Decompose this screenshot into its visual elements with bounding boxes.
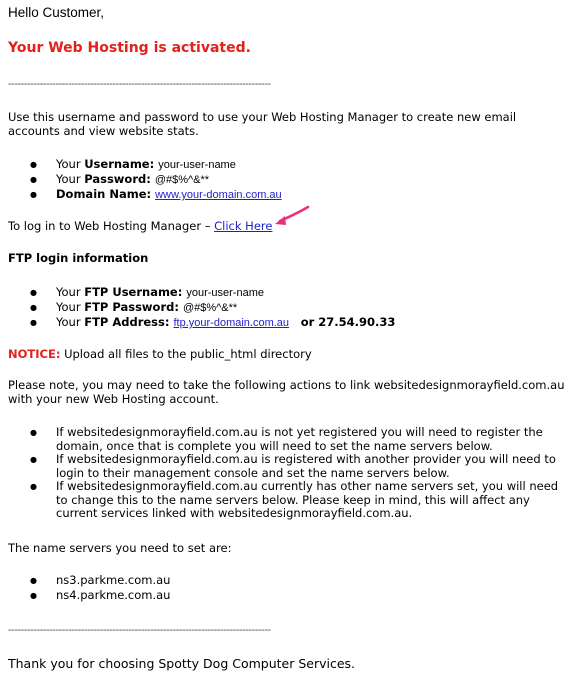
notice-text: Upload all files to the public_html directory: [60, 347, 312, 361]
ftp-password-prefix: Your: [56, 300, 85, 314]
thanks-text: Thank you for choosing Spotty Dog Computer Services.: [8, 656, 356, 671]
list-item: [0, 315, 395, 330]
ftp-address-label: FTP Address:: [84, 315, 170, 329]
intro-text: Use this username and password to use your Web Hosting Manager to create new email accounts and view website stats.: [8, 110, 517, 138]
greeting: Hello Customer,: [8, 5, 105, 20]
list-item: [0, 172, 282, 187]
list-item: ● If websitedesignmorayfield.com.au is registered with another provider you will need to login to their management console and set the name servers below.: [0, 453, 573, 480]
domain-name-link[interactable]: www.your-domain.com.au: [155, 189, 282, 201]
username-label: Username:: [84, 157, 155, 171]
divider-top: -----------------------------------------------------------------------------------: [8, 78, 271, 90]
nameservers-list: [0, 573, 170, 603]
notice-label: NOTICE:: [8, 347, 61, 361]
login-line: [8, 219, 272, 233]
list-item: [0, 157, 282, 172]
ftp-password-label: FTP Password:: [84, 300, 179, 314]
list-item: ● ns3.parkme.com.au: [0, 573, 170, 588]
ftp-username-label: FTP Username:: [84, 285, 183, 299]
ftp-password-value: @#$%^&**: [182, 302, 238, 314]
password-value: @#$%^&**: [154, 174, 210, 186]
click-here-link[interactable]: Click Here: [214, 219, 273, 233]
nameservers-heading: The name servers you need to set are:: [8, 541, 232, 555]
list-item: [0, 285, 395, 300]
divider-bottom: -----------------------------------------------------------------------------------: [8, 624, 271, 636]
username-prefix: Your: [56, 157, 85, 171]
pointer-arrow-icon: [272, 203, 312, 229]
ftp-details-list: [0, 285, 395, 330]
ftp-address-alt: or 27.54.90.33: [300, 315, 396, 329]
list-item: ● ns4.parkme.com.au: [0, 588, 170, 603]
ftp-address-link[interactable]: ftp.your-domain.com.au: [173, 317, 290, 329]
password-label: Password:: [84, 172, 151, 186]
list-item: ● If websitedesignmorayfield.com.au is not yet registered you will need to register the domain, once that is complete you will need to set the name servers below.: [0, 426, 573, 453]
password-prefix: Your: [56, 172, 85, 186]
ftp-username-value: your-user-name: [186, 287, 264, 299]
username-value: your-user-name: [158, 159, 236, 171]
list-item: [0, 300, 395, 315]
ftp-username-prefix: Your: [56, 285, 85, 299]
login-text: To log in to Web Hosting Manager –: [8, 219, 215, 233]
note-text: Please note, you may need to take the following actions to link websitedesignmorayfield.com.au with your new Web Hosting account.: [8, 378, 565, 406]
account-details-list: [0, 157, 282, 202]
ftp-address-prefix: Your: [56, 315, 85, 329]
list-item: ● If websitedesignmorayfield.com.au currently has other name servers set, you will need to change this to the name servers below. Please keep in mind, this will affect any current services linked with websitedesignmorayfield.com.au.: [0, 480, 573, 521]
list-item: [0, 187, 282, 202]
actions-list: [0, 426, 573, 521]
headline: Your Web Hosting is activated.: [8, 40, 251, 56]
ftp-heading: FTP login information: [8, 251, 149, 265]
domain-name-label: Domain Name:: [56, 187, 152, 201]
notice-line: [8, 347, 312, 361]
